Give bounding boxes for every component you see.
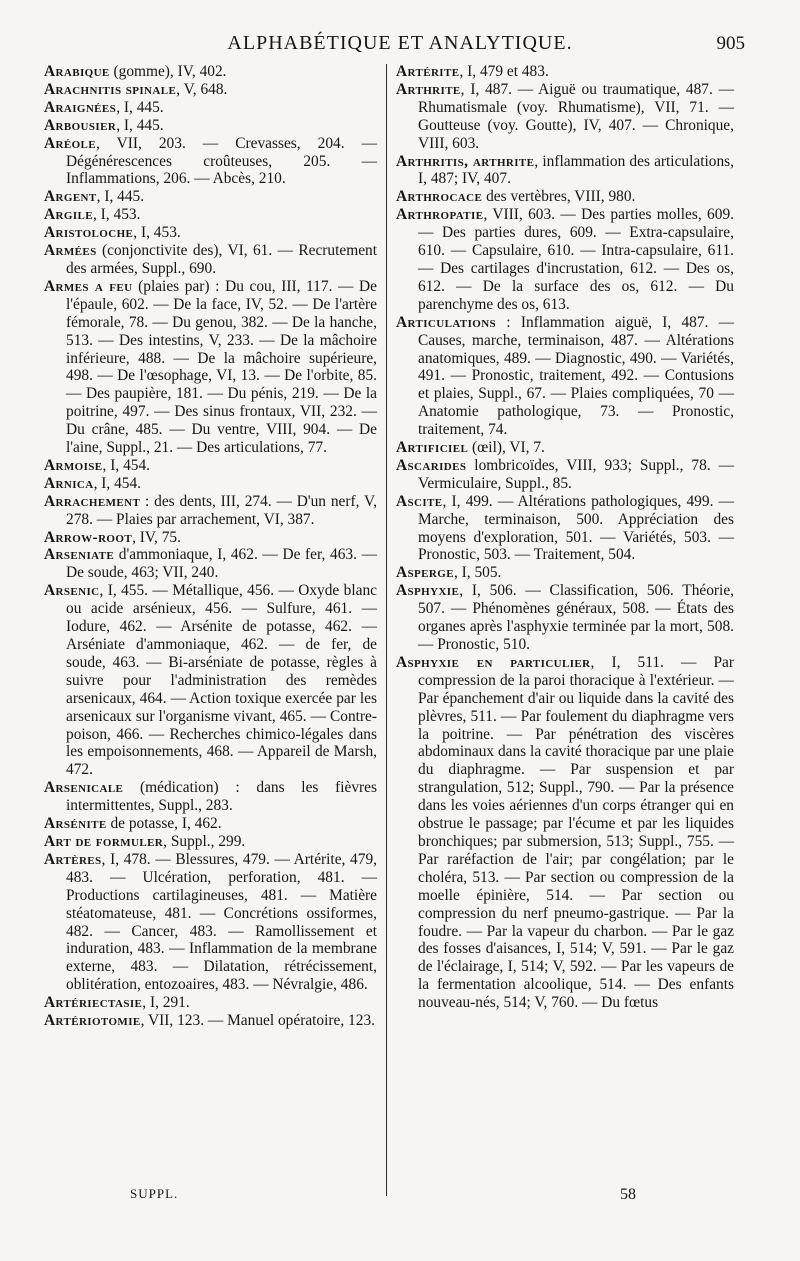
entry-headword: Aréole: [44, 134, 97, 152]
entry-headword: Artérite: [396, 63, 460, 80]
index-entry: [44, 582, 377, 779]
index-entry: [44, 546, 377, 582]
index-entry: [44, 493, 377, 529]
entry-headword: Artériotomie: [44, 1012, 141, 1030]
index-entry: [396, 457, 734, 493]
entry-headword: Arseniate: [44, 546, 115, 564]
index-entry: [44, 188, 377, 206]
entry-headword: Articulations: [396, 313, 497, 331]
entry-headword: Arthritis, arthrite: [396, 152, 535, 170]
page-number: 905: [716, 33, 745, 54]
index-entry: [44, 63, 377, 81]
entry-references: , I, 479 et 483.: [459, 63, 549, 80]
index-entry: [396, 582, 734, 654]
index-entry: [44, 475, 377, 493]
index-entry: [396, 564, 734, 582]
entry-references: (œil), VI, 7.: [468, 439, 545, 457]
index-entry: [44, 815, 377, 833]
entry-references: (médication) : dans les fièvres intermittentes, Suppl., 283.: [66, 779, 377, 815]
index-entry: [44, 224, 377, 242]
page-title: ALPHABÉTIQUE ET ANALYTIQUE.: [227, 32, 573, 54]
entry-references: , I, 511. — Par compression de la paroi thoracique à l'extérieur. — Par épanchement d'air ou liquide dans la cavité des plèvres, 511. — Par foulement du diaphragme vers la poitrine. — Par pénétration des viscères abdominaux dans la cavité thoracique par une plaie du diaphragme. — Par suspension et par strangulation, 512; Suppl., 790. — Par la présence dans les voies aériennes d'un corps étranger qui en obstrue le passage; par l'écume et par les liquides bronchiques; par submersion, 513; Suppl., 755. — Par raréfaction de l'air; par congélation; par le choléra, 513. — Par section ou compression de la moelle épinière, 514. — Par section ou compression du nerf pneumo-gastrique. — Par la foudre. — Par la vapeur du charbon. — Par le gaz des fosses d'aisances, I, 514; V, 591. — Par le gaz de l'éclairage, I, 514; V, 592. — Par les vapeurs de la fermentation alcoolique, 514. — Des enfants nouveau-nés, 514; V, 760. — Du fœtus: [418, 653, 735, 1012]
index-entry: [44, 99, 377, 117]
entry-references: , I, 487. — Aiguë ou traumatique, 487. — Rhumatismale (voy. Rhumatisme), VII, 71. — Goutteuse (voy. Goutte), IV, 407. — Chronique, VIII, 603.: [418, 80, 734, 152]
page-footer: [0, 1186, 800, 1210]
entry-references: , I, 506. — Classification, 506. Théorie, 507. — Phénomènes généraux, 508. — États des organes après l'asphyxie terminée par la mort, 508. — Pronostic, 510.: [418, 582, 734, 653]
entry-references: , VII, 123. — Manuel opératoire, 123.: [140, 1012, 375, 1030]
entry-references: , I, 499. — Altérations pathologiques, 499. — Marche, terminaison, 500. Appréciation des moyens d'exploration, 501. — Variétés, 503. — Pronostic, 503. — Traitement, 504.: [418, 492, 734, 564]
index-entry: [44, 994, 377, 1012]
signature-mark: SUPPL.: [130, 1186, 179, 1201]
entry-references: (plaies par) : Du cou, III, 117. — De l'épaule, 602. — De la face, IV, 52. — De l'artère fémorale, 78. — Du genou, 382. — De la hanche, 513. — Des intestins, V, 233. — De la mâchoire inférieure, 488. — De la mâchoire supérieure, 498. — De l'œsophage, VI, 13. — De l'orbite, 85. — Des paupière, 181. — Du pénis, 219. — De la poitrine, 497. — Des sinus frontaux, VII, 232. — Du crâne, 485. — Du ventre, VIII, 904. — De l'aine, Suppl., 21. — Des articulations, 77.: [66, 277, 377, 457]
index-entry: [396, 188, 734, 206]
entry-headword: Arthrocace: [396, 188, 483, 206]
index-entry: [44, 1012, 377, 1030]
index-entry: [44, 135, 377, 189]
entry-headword: Asphyxie: [396, 582, 460, 600]
entry-references: , I, 291.: [142, 994, 190, 1012]
entry-headword: Aristoloche: [44, 224, 134, 242]
index-entry: [396, 206, 734, 313]
entry-headword: Artificiel: [396, 439, 469, 457]
index-entry: [396, 439, 734, 457]
entry-headword: Arsénite: [44, 815, 107, 833]
entry-headword: Arnica: [44, 474, 94, 492]
entry-headword: Arbousier: [44, 116, 117, 134]
index-entry: [44, 206, 377, 224]
index-entry: [396, 153, 734, 189]
entry-references: , IV, 75.: [132, 528, 181, 546]
entry-headword: Ascite: [396, 492, 443, 510]
entry-headword: Arrachement: [44, 492, 141, 510]
entry-references: , I, 505.: [453, 564, 502, 582]
entry-references: , I, 445.: [116, 98, 164, 116]
index-entry: [44, 833, 377, 851]
entry-headword: Armées: [44, 242, 97, 260]
entry-references: : des dents, III, 274. — D'un nerf, V, 278. — Plaies par arrachement, VI, 387.: [66, 492, 377, 528]
entry-references: , I, 453.: [92, 206, 141, 224]
entry-references: , I, 453.: [133, 224, 181, 242]
entry-references: , V, 648.: [176, 80, 228, 98]
entry-references: (gomme), IV, 402.: [109, 63, 227, 80]
index-entry: [396, 81, 734, 153]
entry-headword: Arabique: [44, 63, 110, 80]
entry-references: de potasse, I, 462.: [106, 815, 222, 833]
index-entry: [44, 117, 377, 135]
entry-headword: Argent: [44, 188, 97, 206]
entry-headword: Asperge: [396, 564, 454, 582]
index-entry: [44, 529, 377, 547]
entry-references: , I, 455. — Métallique, 456. — Oxyde blanc ou acide arsénieux, 456. — Sulfure, 461. — Iodure, 462. — Arsénite de potasse, 462. — Arséniate d'ammoniaque, 462. — de fer, de soude, 463. — Bi-arséniate de potasse, règles à suivre pour l'administration des remèdes arsenicaux, 464. — Action toxique exercée par les arsenicaux sur l'organisme vivant, 465. — Contre-poison, 466. — Recherches chimico-légales dans les empoisonnements, 468. — Appareil de Marsh, 472.: [66, 582, 377, 779]
entry-references: , I, 445.: [96, 188, 145, 206]
entry-headword: Armoise: [44, 456, 103, 474]
entry-headword: Arsenicale: [44, 779, 124, 797]
entry-headword: Arrow-root: [44, 528, 133, 546]
index-entry: [396, 654, 734, 1012]
entry-references: , Suppl., 299.: [163, 832, 246, 850]
entry-headword: Arthrite: [396, 80, 461, 98]
entry-references: , I, 454.: [93, 474, 142, 492]
index-entry: [396, 63, 734, 81]
index-entry: [44, 278, 377, 457]
entry-headword: Armes a feu: [44, 277, 133, 295]
right-column: [396, 63, 734, 1012]
entry-references: , I, 478. — Blessures, 479. — Artérite, 479, 483. — Ulcération, perforation, 481. — Productions cartilagineuses, 481. — Matière stéatomateuse, 481. — Concrétions ossiformes, 482. — Cancer, 483. — Ramollissement et induration, 483. — Inflammation de la membrane externe, 483. — Dilatation, rétrécissement, oblitération, entozoaires, 483. — Névralgie, 486.: [66, 850, 377, 994]
entry-references: , VIII, 603. — Des parties molles, 609. — Des parties dures, 609. — Extra-capsulaire, 610. — Capsulaire, 610. — Intra-capsulaire, 611. — Des cartilages d'incrustation, 612. — Des os, 612. — De la surface des os, 612. — Du parenchyme des os, 613.: [418, 206, 734, 313]
entry-references: lombricoïdes, VIII, 933; Suppl., 78. — Vermiculaire, Suppl., 85.: [418, 456, 734, 492]
entry-headword: Artères: [44, 850, 102, 868]
column-divider: [386, 64, 387, 1196]
index-entry: [44, 81, 377, 99]
entry-references: (conjonctivite des), VI, 61. — Recrutement des armées, Suppl., 690.: [66, 242, 377, 277]
index-entry: [44, 242, 377, 278]
entry-references: , I, 445.: [116, 116, 164, 134]
entry-headword: Asphyxie en particulier: [396, 653, 591, 671]
entry-headword: Arthropatie: [396, 206, 484, 224]
entry-headword: Arachnitis spinale: [44, 80, 177, 98]
index-entry: [396, 493, 734, 565]
entry-headword: Ascarides: [396, 456, 467, 474]
entry-headword: Arsenic: [44, 582, 100, 600]
index-entry: [44, 851, 377, 994]
entry-references: : Inflammation aiguë, I, 487. — Causes, marche, terminaison, 487. — Altérations anatomiques, 489. — Diagnostic, 490. — Variétés, 491. — Pronostic, traitement, 492. — Contusions et plaies, Suppl., 67. — Plaies compliquées, 70 — Anatomie pathologique, 73. — Pronostic, traitement, 74.: [418, 313, 734, 439]
index-entry: [396, 314, 734, 439]
entry-headword: Artériectasie: [44, 994, 143, 1012]
running-header: [0, 32, 800, 60]
sheet-number: 58: [620, 1186, 636, 1203]
entry-headword: Araignées: [44, 98, 117, 116]
entry-references: , inflammation des articulations, I, 487; IV, 407.: [418, 152, 734, 188]
index-entry: [44, 779, 377, 815]
entry-references: des vertèbres, VIII, 980.: [482, 188, 636, 206]
entry-references: d'ammoniaque, I, 462. — De fer, 463. — De soude, 463; VII, 240.: [66, 546, 377, 582]
entry-headword: Argile: [44, 206, 93, 224]
entry-headword: Art de formuler: [44, 832, 164, 850]
entry-references: , VII, 203. — Crevasses, 204. — Dégénérescences croûteuses, 205. — Inflammations, 206. — Abcès, 210.: [66, 134, 377, 188]
entry-references: , I, 454.: [102, 456, 150, 474]
left-column: [44, 63, 377, 1030]
index-entry: [44, 457, 377, 475]
